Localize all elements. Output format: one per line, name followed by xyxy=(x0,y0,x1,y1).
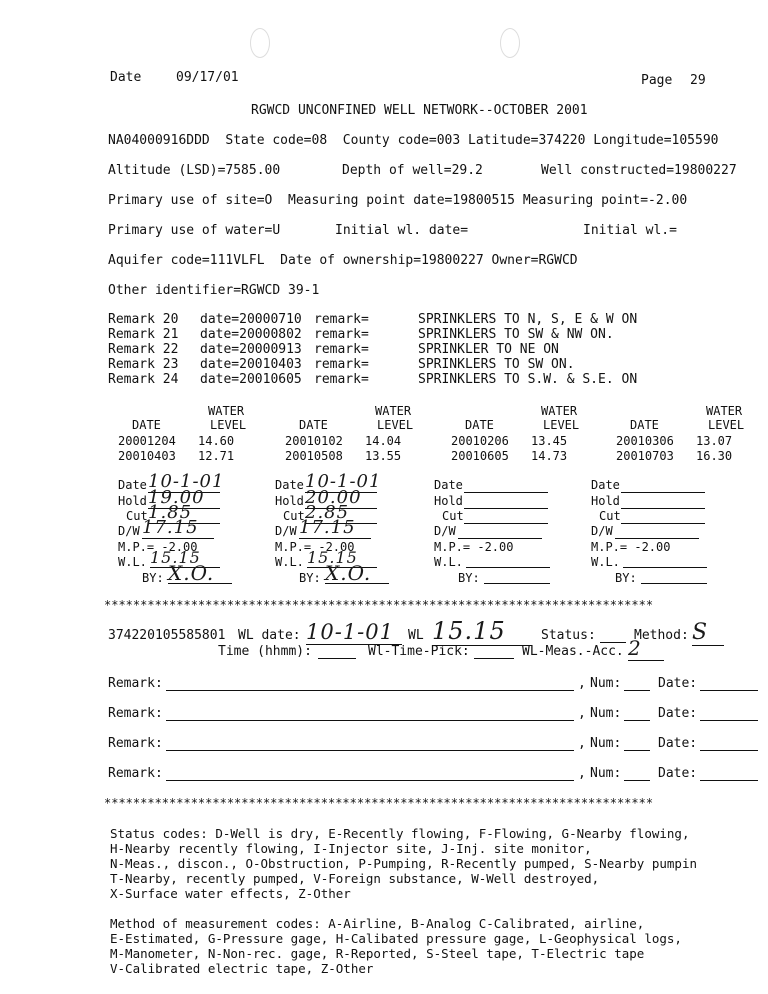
status-codes-block xyxy=(110,826,697,901)
remark-date: date=20010403 xyxy=(200,357,302,372)
form-hold-label: Hold xyxy=(275,494,304,508)
comma: , xyxy=(578,706,586,721)
water-date: 20001204 xyxy=(118,434,176,448)
method-code-line: V-Calibrated electric tape, Z-Other xyxy=(110,961,374,976)
date-field[interactable] xyxy=(700,766,758,781)
comma: , xyxy=(578,736,586,751)
water-header: WATER xyxy=(208,404,245,418)
mp-value: M.P.= -2.00 xyxy=(118,540,198,554)
aquifer-line: Aquifer code=111VLFL Date of ownership=19800227 Owner=RGWCD xyxy=(108,253,578,268)
method-field[interactable]: S xyxy=(692,620,724,646)
water-date: 20010102 xyxy=(285,434,343,448)
remark-label: Remark 22 xyxy=(108,342,179,357)
initials-field[interactable] xyxy=(641,563,707,584)
well-constructed: Well constructed=19800227 xyxy=(541,163,737,178)
form-date-field[interactable]: 10-1-01 xyxy=(305,471,382,492)
altitude: Altitude (LSD)=7585.00 xyxy=(108,163,281,178)
form-cut-label: Cut xyxy=(126,509,148,523)
wl-field[interactable]: 15.15 xyxy=(432,617,532,646)
mp-value: M.P.= -2.00 xyxy=(275,540,355,554)
form-dw-label: D/W xyxy=(118,524,140,538)
status-code-line: H-Nearby recently flowing, I-Injector site, J-Inj. site monitor, xyxy=(110,841,592,856)
wl-meas-acc-label: WL-Meas.-Acc. xyxy=(522,644,624,659)
water-date: 20010206 xyxy=(451,434,509,448)
date-label: Date: xyxy=(658,706,698,721)
form-hold-label: Hold xyxy=(434,494,463,508)
site-line-3: Primary use of site=O Measuring point date=19800515 Measuring point=-2.00 xyxy=(108,193,688,208)
comma: , xyxy=(578,676,586,691)
form-wl-label: W.L. xyxy=(591,555,620,569)
punch-hole-mark xyxy=(500,28,520,58)
remark-entry-field[interactable] xyxy=(166,736,574,751)
form-wl-field[interactable]: 15.15 xyxy=(307,549,377,568)
level-header: LEVEL xyxy=(210,418,247,432)
initials-field[interactable]: X.O. xyxy=(168,563,232,584)
initial-wl-date: Initial wl. date= xyxy=(335,223,469,238)
water-level: 14.60 xyxy=(198,434,235,448)
water-header: WATER xyxy=(375,404,412,418)
punch-hole-mark xyxy=(250,28,270,58)
initials-field[interactable]: X.O. xyxy=(325,563,389,584)
date-header: DATE xyxy=(465,418,494,432)
water-date: 20010605 xyxy=(451,449,509,463)
header-date-value: 09/17/01 xyxy=(176,70,239,85)
date-field[interactable] xyxy=(700,736,758,751)
date-label: Date: xyxy=(658,676,698,691)
num-label: Num: xyxy=(590,766,622,781)
form-dw-field[interactable]: 17.15 xyxy=(299,518,371,539)
remark-label: Remark 23 xyxy=(108,357,179,372)
form-date-label: Date xyxy=(591,478,620,492)
header-date-label: Date xyxy=(110,70,142,85)
num-field[interactable] xyxy=(624,706,650,721)
water-level: 14.73 xyxy=(531,449,568,463)
mp-value: M.P.= -2.00 xyxy=(434,540,514,554)
num-label: Num: xyxy=(590,706,622,721)
date-header: DATE xyxy=(630,418,659,432)
water-header: WATER xyxy=(706,404,743,418)
status-code-line: N-Meas., discon., O-Obstruction, P-Pumping, R-Recently pumped, S-Nearby pumpin xyxy=(110,856,697,871)
wl-time-pick-field[interactable] xyxy=(474,644,514,659)
page-label: Page xyxy=(641,73,673,88)
page-title: RGWCD UNCONFINED WELL NETWORK--OCTOBER 2001 xyxy=(251,103,588,118)
form-cut-field[interactable]: 1.85 xyxy=(148,503,220,524)
form-dw-label: D/W xyxy=(434,524,456,538)
primary-use-water: Primary use of water=U xyxy=(108,223,281,238)
remark-date: date=20010605 xyxy=(200,372,302,387)
num-label: Num: xyxy=(590,736,622,751)
form-cut-label: Cut xyxy=(599,509,621,523)
remark-entry-label: Remark: xyxy=(108,706,163,721)
water-level: 12.71 xyxy=(198,449,235,463)
remark-text: SPRINKLERS TO N, S, E & W ON xyxy=(418,312,638,327)
status-code-line: T-Nearby, recently pumped, V-Foreign substance, W-Well destroyed, xyxy=(110,871,600,886)
remark-label: Remark 24 xyxy=(108,372,179,387)
form-wl-label: W.L. xyxy=(275,555,304,569)
num-field[interactable] xyxy=(624,766,650,781)
method-code-line: M-Manometer, N-Non-rec. gage, R-Reported, S-Steel tape, T-Electric tape xyxy=(110,946,645,961)
time-label: Time (hhmm): xyxy=(218,644,312,659)
form-hold-label: Hold xyxy=(118,494,147,508)
remark-entry-label: Remark: xyxy=(108,766,163,781)
water-date: 20010306 xyxy=(616,434,674,448)
date-label: Date: xyxy=(658,736,698,751)
initials-field[interactable] xyxy=(484,563,550,584)
form-wl-label: W.L. xyxy=(434,555,463,569)
remark-entry-label: Remark: xyxy=(108,736,163,751)
remark-entry-field[interactable] xyxy=(166,676,574,691)
remark-key: remark= xyxy=(314,327,369,342)
form-by-label: BY: xyxy=(615,571,637,585)
water-header: WATER xyxy=(541,404,578,418)
remark-date: date=20000710 xyxy=(200,312,302,327)
remark-text: SPRINKLERS TO SW ON. xyxy=(418,357,575,372)
status-code-line: Status codes: D-Well is dry, E-Recently flowing, F-Flowing, G-Nearby flowing, xyxy=(110,826,690,841)
date-label: Date: xyxy=(658,766,698,781)
form-wl-label: W.L. xyxy=(118,555,147,569)
remark-label: Remark 21 xyxy=(108,327,179,342)
wl-label: WL xyxy=(408,628,424,643)
form-dw-label: D/W xyxy=(275,524,297,538)
time-field[interactable] xyxy=(318,644,356,659)
remark-entry-label: Remark: xyxy=(108,676,163,691)
method-label: Method: xyxy=(634,628,689,643)
date-header: DATE xyxy=(299,418,328,432)
form-hold-label: Hold xyxy=(591,494,620,508)
status-field[interactable] xyxy=(600,628,626,643)
remark-date: date=20000802 xyxy=(200,327,302,342)
level-header: LEVEL xyxy=(377,418,414,432)
separator-stars: **************************************************************************** xyxy=(104,598,654,612)
status-label: Status: xyxy=(541,628,596,643)
mp-value: M.P.= -2.00 xyxy=(591,540,671,554)
remark-text: SPRINKLER TO NE ON xyxy=(418,342,559,357)
form-dw-field[interactable] xyxy=(615,518,699,539)
form-dw-field[interactable] xyxy=(458,518,542,539)
remark-text: SPRINKLERS TO S.W. & S.E. ON xyxy=(418,372,638,387)
wl-meas-acc-field[interactable]: 2 xyxy=(628,636,664,661)
water-level: 13.55 xyxy=(365,449,402,463)
remark-key: remark= xyxy=(314,372,369,387)
depth-of-well: Depth of well=29.2 xyxy=(342,163,483,178)
wl-time-pick-label: Wl-Time-Pick: xyxy=(368,644,470,659)
form-date-label: Date xyxy=(434,478,463,492)
other-identifier: Other identifier=RGWCD 39-1 xyxy=(108,283,320,298)
method-code-line: E-Estimated, G-Pressure gage, H-Calibated pressure gage, L-Geophysical logs, xyxy=(110,931,682,946)
form-cut-label: Cut xyxy=(442,509,464,523)
form-by-label: BY: xyxy=(458,571,480,585)
water-level: 16.30 xyxy=(696,449,733,463)
form-hold-field[interactable]: 20.00 xyxy=(305,488,377,509)
water-level: 14.04 xyxy=(365,434,402,448)
level-header: LEVEL xyxy=(543,418,580,432)
date-header: DATE xyxy=(132,418,161,432)
remark-entry-field[interactable] xyxy=(166,706,574,721)
water-date: 20010703 xyxy=(616,449,674,463)
level-header: LEVEL xyxy=(708,418,745,432)
remark-key: remark= xyxy=(314,342,369,357)
remark-label: Remark 20 xyxy=(108,312,179,327)
water-level: 13.45 xyxy=(531,434,568,448)
form-by-label: BY: xyxy=(299,571,321,585)
site-id: 374220105585801 xyxy=(108,628,226,643)
method-codes-block xyxy=(110,916,682,976)
status-code-line: X-Surface water effects, Z-Other xyxy=(110,886,351,901)
form-dw-field[interactable]: 17.15 xyxy=(142,518,214,539)
remark-key: remark= xyxy=(314,357,369,372)
water-level: 13.07 xyxy=(696,434,733,448)
wl-date-label: WL date: xyxy=(238,628,301,643)
water-date: 20010508 xyxy=(285,449,343,463)
water-date: 20010403 xyxy=(118,449,176,463)
form-hold-field[interactable]: 19.00 xyxy=(148,488,220,509)
form-cut-field[interactable]: 2.85 xyxy=(305,503,377,524)
remark-date: date=20000913 xyxy=(200,342,302,357)
remark-entry-field[interactable] xyxy=(166,766,574,781)
remark-text: SPRINKLERS TO SW & NW ON. xyxy=(418,327,614,342)
page-number: 29 xyxy=(690,73,706,88)
initial-wl: Initial wl.= xyxy=(583,223,677,238)
date-field[interactable] xyxy=(700,676,758,691)
method-code-line: Method of measurement codes: A-Airline, B-Analog C-Calibrated, airline, xyxy=(110,916,645,931)
form-dw-label: D/W xyxy=(591,524,613,538)
form-date-field[interactable]: 10-1-01 xyxy=(148,471,225,492)
num-field[interactable] xyxy=(624,736,650,751)
form-by-label: BY: xyxy=(142,571,164,585)
form-wl-field[interactable]: 15.15 xyxy=(150,549,220,568)
separator-stars: **************************************************************************** xyxy=(104,796,654,810)
wl-date-field[interactable]: 10-1-01 xyxy=(306,620,402,645)
site-line-1: NA04000916DDD State code=08 County code=003 Latitude=374220 Longitude=105590 xyxy=(108,133,719,148)
comma: , xyxy=(578,766,586,781)
remark-key: remark= xyxy=(314,312,369,327)
num-label: Num: xyxy=(590,676,622,691)
date-field[interactable] xyxy=(700,706,758,721)
form-date-label: Date xyxy=(275,478,304,492)
form-cut-label: Cut xyxy=(283,509,305,523)
form-date-label: Date xyxy=(118,478,147,492)
num-field[interactable] xyxy=(624,676,650,691)
